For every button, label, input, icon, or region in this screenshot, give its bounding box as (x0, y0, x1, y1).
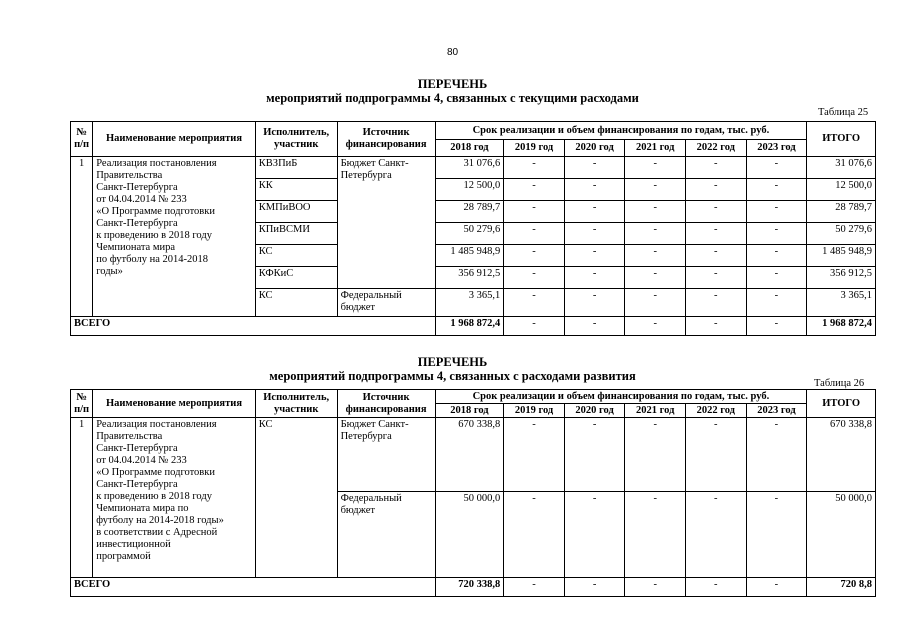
total-cell: 1 968 872,4 (807, 317, 876, 336)
year-value-cell: 12 500,0 (435, 179, 504, 201)
total-cell: - (625, 317, 686, 336)
measure-name-line: в соответствии с Адресной (96, 527, 218, 538)
header-year: 2022 год (686, 404, 747, 418)
year-value-cell: - (746, 223, 807, 245)
row-total-cell: 1 485 948,9 (807, 245, 876, 267)
year-value-cell: - (625, 179, 686, 201)
table-row (71, 418, 876, 492)
year-value-cell: - (746, 418, 807, 492)
header-no: № п/п (71, 390, 93, 418)
header-source: Источник финансирования (337, 390, 435, 418)
measure-name-line: Чемпионата мира (96, 242, 176, 253)
year-value-cell: 670 338,8 (435, 418, 504, 492)
total-cell: - (625, 578, 686, 597)
total-cell: - (564, 578, 625, 597)
header-year: 2018 год (435, 404, 504, 418)
year-value-cell: 28 789,7 (435, 201, 504, 223)
total-cell: 720 8,8 (807, 578, 876, 597)
header-year: 2023 год (746, 404, 807, 418)
year-value-cell: - (686, 245, 747, 267)
executor-cell: КС (255, 418, 337, 578)
year-value-cell: - (504, 201, 565, 223)
year-value-cell: - (625, 157, 686, 179)
year-value-cell: - (686, 223, 747, 245)
year-value-cell: - (504, 418, 565, 492)
table25 (70, 121, 876, 336)
year-value-cell: - (625, 492, 686, 578)
measure-name-line: Санкт-Петербурга (96, 182, 178, 193)
row-total-cell: 31 076,6 (807, 157, 876, 179)
total-cell: - (504, 317, 565, 336)
year-value-cell: - (564, 245, 625, 267)
year-value-cell: - (686, 201, 747, 223)
year-value-cell: - (746, 289, 807, 317)
header-period: Срок реализации и объем финансирования по годам, тыс. руб. (435, 390, 807, 404)
measure-name-line: Реализация постановления (96, 158, 217, 169)
year-value-cell: - (504, 267, 565, 289)
header-name: Наименование мероприятия (93, 390, 256, 418)
year-value-cell: - (686, 492, 747, 578)
row-total-cell: 50 279,6 (807, 223, 876, 245)
header-year: 2020 год (564, 140, 625, 157)
year-value-cell: - (625, 245, 686, 267)
source-cell: Бюджет Санкт-Петербурга (337, 157, 435, 289)
measure-name-cell (93, 157, 256, 317)
year-value-cell: 3 365,1 (435, 289, 504, 317)
year-value-cell: - (625, 267, 686, 289)
year-value-cell: - (504, 223, 565, 245)
total-cell: - (686, 578, 747, 597)
table26-title: ПЕРЕЧЕНЬ (417, 355, 488, 369)
year-value-cell: - (625, 223, 686, 245)
header-year: 2019 год (504, 404, 565, 418)
header-no: № п/п (71, 122, 93, 157)
measure-name-line: Реализация постановления (96, 419, 217, 430)
table26-label: Таблица 26 (814, 378, 865, 389)
table25-label: Таблица 25 (818, 107, 869, 118)
row-total-cell: 28 789,7 (807, 201, 876, 223)
header-year: 2020 год (564, 404, 625, 418)
measure-name-line: к проведению в 2018 году (96, 491, 212, 502)
total-cell: - (746, 578, 807, 597)
executor-cell: КПиВСМИ (255, 223, 337, 245)
row-total-cell: 50 000,0 (807, 492, 876, 578)
year-value-cell: - (625, 289, 686, 317)
year-value-cell: 31 076,6 (435, 157, 504, 179)
year-value-cell: - (564, 179, 625, 201)
header-year: 2021 год (625, 404, 686, 418)
measure-name-line: Санкт-Петербурга (96, 443, 178, 454)
year-value-cell: - (625, 201, 686, 223)
header-year: 2019 год (504, 140, 565, 157)
executor-cell: КС (255, 289, 337, 317)
header-year: 2021 год (625, 140, 686, 157)
header-executor: Исполнитель, участник (255, 122, 337, 157)
year-value-cell: - (504, 289, 565, 317)
header-total: ИТОГО (807, 390, 876, 418)
row-total-cell: 12 500,0 (807, 179, 876, 201)
year-value-cell: - (504, 492, 565, 578)
executor-cell: КФКиС (255, 267, 337, 289)
year-value-cell: 50 279,6 (435, 223, 504, 245)
executor-cell: КМПиВОО (255, 201, 337, 223)
header-name: Наименование мероприятия (93, 122, 256, 157)
header-year: 2018 год (435, 140, 504, 157)
executor-cell: КС (255, 245, 337, 267)
table25-title: ПЕРЕЧЕНЬ (417, 77, 488, 91)
total-label: ВСЕГО (71, 578, 436, 597)
total-row (71, 317, 876, 336)
header-source: Источник финансирования (337, 122, 435, 157)
source-cell: Федеральный бюджет (337, 492, 435, 578)
row-total-cell: 356 912,5 (807, 267, 876, 289)
year-value-cell: - (686, 289, 747, 317)
measure-name-line: Правительства (96, 170, 163, 181)
header-year: 2022 год (686, 140, 747, 157)
measure-name-line: Чемпионата мира по (96, 503, 189, 514)
measure-name-line: инвестиционной (96, 539, 171, 550)
year-value-cell: - (564, 267, 625, 289)
header-period: Срок реализации и объем финансирования по годам, тыс. руб. (435, 122, 807, 140)
measure-name-line: Санкт-Петербурга (96, 218, 178, 229)
row-total-cell: 3 365,1 (807, 289, 876, 317)
year-value-cell: - (564, 418, 625, 492)
measure-name-line: от 04.04.2014 № 233 (96, 455, 187, 466)
row-total-cell: 670 338,8 (807, 418, 876, 492)
page-number: 80 (446, 47, 459, 58)
year-value-cell: - (686, 179, 747, 201)
year-value-cell: - (504, 157, 565, 179)
year-value-cell: - (686, 418, 747, 492)
year-value-cell: - (746, 179, 807, 201)
year-value-cell: - (746, 157, 807, 179)
measure-name-line: Правительства (96, 431, 163, 442)
year-value-cell: 50 000,0 (435, 492, 504, 578)
total-cell: 720 338,8 (435, 578, 504, 597)
header-executor: Исполнитель, участник (255, 390, 337, 418)
year-value-cell: - (686, 157, 747, 179)
executor-cell: КВЗПиБ (255, 157, 337, 179)
header-total: ИТОГО (807, 122, 876, 157)
table-row (71, 157, 876, 179)
year-value-cell: - (504, 245, 565, 267)
total-cell: - (746, 317, 807, 336)
total-cell: 1 968 872,4 (435, 317, 504, 336)
measure-name-line: от 04.04.2014 № 233 (96, 194, 187, 205)
year-value-cell: 356 912,5 (435, 267, 504, 289)
year-value-cell: - (504, 179, 565, 201)
measure-name-line: по футболу на 2014-2018 (96, 254, 209, 265)
total-row (71, 578, 876, 597)
total-cell: - (504, 578, 565, 597)
year-value-cell: - (564, 223, 625, 245)
measure-name-line: «О Программе подготовки (96, 467, 215, 478)
total-cell: - (686, 317, 747, 336)
executor-cell: КК (255, 179, 337, 201)
year-value-cell: - (625, 418, 686, 492)
table26 (70, 389, 876, 597)
measure-name-line: Санкт-Петербурга (96, 479, 178, 490)
year-value-cell: - (564, 289, 625, 317)
row-number: 1 (71, 157, 93, 317)
row-number: 1 (71, 418, 93, 578)
total-label: ВСЕГО (71, 317, 436, 336)
year-value-cell: - (746, 267, 807, 289)
total-cell: - (564, 317, 625, 336)
year-value-cell: 1 485 948,9 (435, 245, 504, 267)
year-value-cell: - (746, 201, 807, 223)
source-cell: Бюджет Санкт-Петербурга (337, 418, 435, 492)
table26-subtitle: мероприятий подпрограммы 4, связанных с расходами развития (269, 369, 636, 383)
measure-name-line: «О Программе подготовки (96, 206, 215, 217)
year-value-cell: - (686, 267, 747, 289)
measure-name-line: футболу на 2014-2018 годы» (96, 515, 224, 526)
year-value-cell: - (564, 201, 625, 223)
measure-name-line: программой (96, 551, 151, 562)
measure-name-line: годы» (96, 266, 123, 277)
year-value-cell: - (564, 157, 625, 179)
year-value-cell: - (746, 245, 807, 267)
header-year: 2023 год (746, 140, 807, 157)
measure-name-cell (93, 418, 256, 578)
year-value-cell: - (746, 492, 807, 578)
year-value-cell: - (564, 492, 625, 578)
table25-subtitle: мероприятий подпрограммы 4, связанных с текущими расходами (266, 91, 639, 105)
measure-name-line: к проведению в 2018 году (96, 230, 212, 241)
source-cell: Федеральный бюджет (337, 289, 435, 317)
